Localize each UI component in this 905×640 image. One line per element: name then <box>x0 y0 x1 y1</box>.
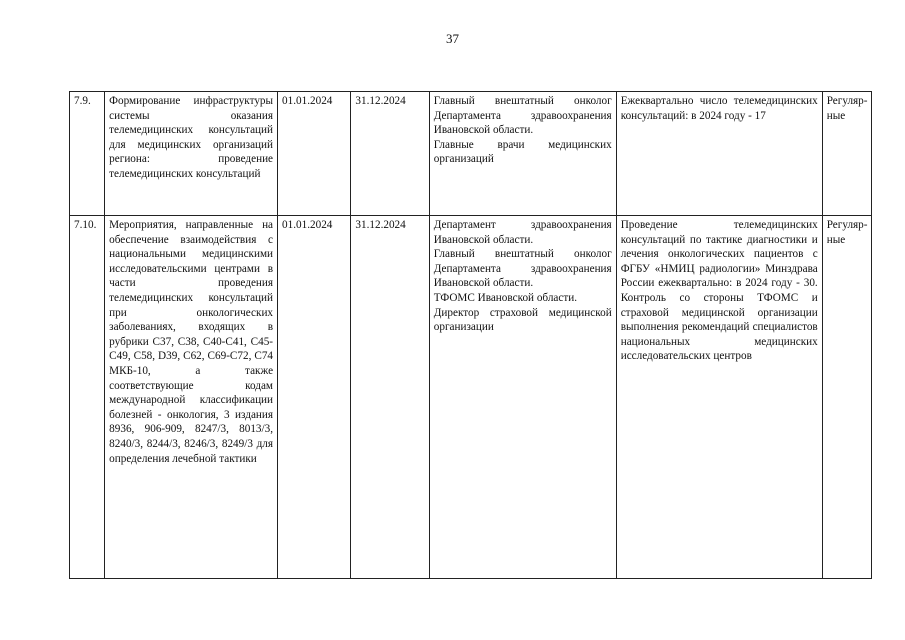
responsible-line: Главный внештатный онколог Департамента здравоохранения Ивановской области. <box>433 95 612 137</box>
activity-name-cell: Формирование инфраструктуры системы оказания телемедицинских консультаций для медицинских организаций региона: проведение телемедицинских консультаций <box>105 92 278 216</box>
responsible-line: Главный внештатный онколог Департамента здравоохранения Ивановской области. <box>433 248 612 290</box>
responsible-line: Главные врачи медицинских организаций <box>433 138 612 166</box>
table-row <box>70 92 872 216</box>
row-number-cell: 7.9. <box>70 92 105 216</box>
start-date-cell: 01.01.2024 <box>278 92 351 216</box>
responsible-cell <box>429 92 616 216</box>
responsible-line: ТФОМС Ивановской области. <box>433 291 578 304</box>
row-number-cell: 7.10. <box>70 216 105 579</box>
responsible-line: Департамент здравоохранения Ивановской области. <box>433 219 612 246</box>
result-cell: Ежеквартально число телемедицинских консультаций: в 2024 году - 17 <box>616 92 822 216</box>
responsible-cell <box>429 216 616 579</box>
result-cell: Проведение телемедицинских консультаций по тактике диагностики и лечения онкологических пациентов с ФГБУ «НМИЦ радиологии» Минздрава России ежеквартально: в 2024 году - 30. Контроль со стороны ТФОМС и страховой медицинской организации выполнения рекомендаций специалистов национальных медицинских исследовательских центров <box>616 216 822 579</box>
table-row <box>70 216 872 579</box>
start-date-cell: 01.01.2024 <box>278 216 351 579</box>
activities-table <box>69 91 872 579</box>
page-number: 37 <box>446 31 459 46</box>
activity-name-cell: Мероприятия, направленные на обеспечение взаимодействия с национальными медицинскими исследовательскими центрами в части проведения телемедицинских консультаций при онкологических заболеваниях, входящих в рубрики C37, C38, C40-C41, C45-C49, C58, D39, C62, C69-C72, C74 МКБ-10, а также соответствующие кодам международной классификации болезней - онкология, 3 издания 8936, 906-909, 8247/3, 8013/3, 8240/3, 8244/3, 8246/3, 8249/3 для определения лечебной тактики <box>105 216 278 579</box>
periodicity-cell: Регуляр-ные <box>822 92 871 216</box>
end-date-cell: 31.12.2024 <box>351 216 429 579</box>
end-date-cell: 31.12.2024 <box>351 92 429 216</box>
responsible-line: Директор страховой медицинской организации <box>433 306 612 334</box>
periodicity-cell: Регуляр-ные <box>822 216 871 579</box>
